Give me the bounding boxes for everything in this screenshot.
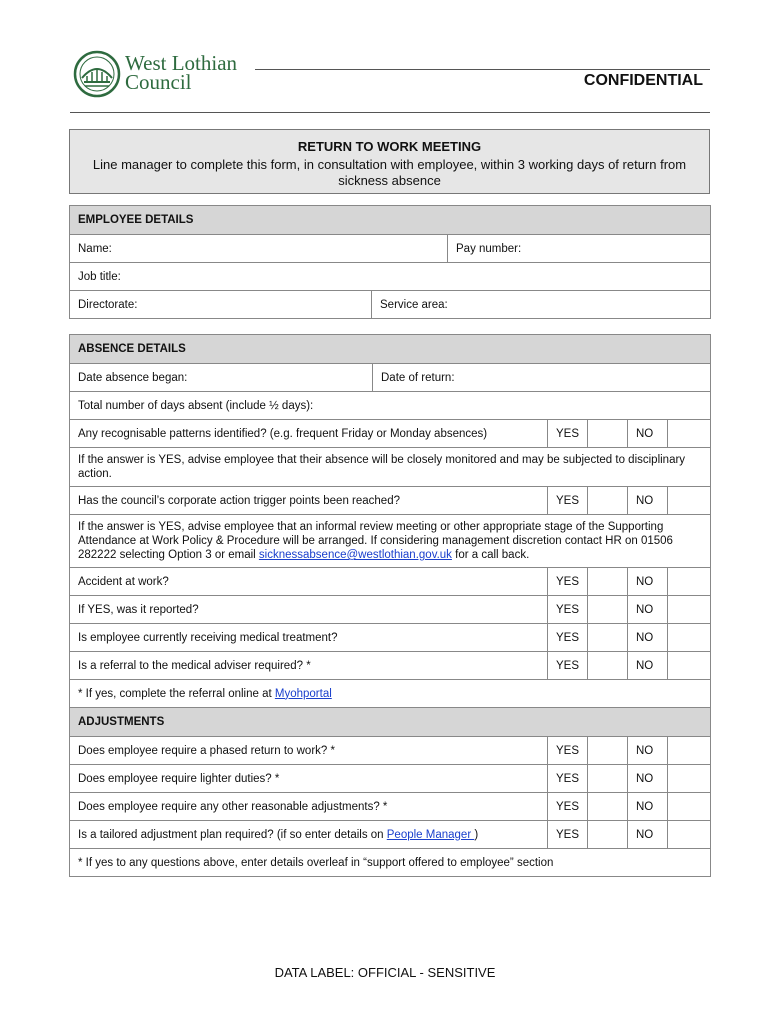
council-logo	[73, 50, 259, 98]
adjustment-plan-end: )	[474, 828, 479, 841]
lighter-yes-box[interactable]	[588, 765, 628, 793]
trigger-question: Has the council’s corporate action trigger points been reached?	[70, 487, 548, 515]
council-emblem-icon	[73, 50, 121, 98]
patterns-no-label: NO	[628, 420, 668, 448]
other-yes-box[interactable]	[588, 793, 628, 821]
trigger-no-label: NO	[628, 487, 668, 515]
accident-question: Accident at work?	[70, 568, 548, 596]
adjustment-plan-text: Is a tailored adjustment plan required? (if so enter details on	[78, 828, 387, 841]
header-divider	[255, 69, 710, 70]
plan-no-box[interactable]	[668, 821, 711, 849]
referral-note-text: * If yes, complete the referral online at	[78, 687, 275, 700]
data-label-footer: DATA LABEL: OFFICIAL - SENSITIVE	[274, 965, 496, 980]
form-subtitle: Line manager to complete this form, in consultation with employee, within 3 working days of return from sickness absence	[92, 157, 687, 188]
accident-no-label: NO	[628, 568, 668, 596]
date-absence-began-field[interactable]: Date absence began:	[70, 364, 373, 392]
accident-yes-box[interactable]	[588, 568, 628, 596]
absence-details-table	[69, 334, 711, 877]
other-no-label: NO	[628, 793, 668, 821]
patterns-question: Any recognisable patterns identified? (e.g. frequent Friday or Monday absences)	[70, 420, 548, 448]
plan-no-label: NO	[628, 821, 668, 849]
plan-yes-box[interactable]	[588, 821, 628, 849]
phased-yes-box[interactable]	[588, 737, 628, 765]
accident-no-box[interactable]	[668, 568, 711, 596]
trigger-yes-box[interactable]	[588, 487, 628, 515]
reported-question: If YES, was it reported?	[70, 596, 548, 624]
reported-no-box[interactable]	[668, 596, 711, 624]
phased-return-question: Does employee require a phased return to work? *	[70, 737, 548, 765]
referral-no-box[interactable]	[668, 652, 711, 680]
trigger-yes-label: YES	[548, 487, 588, 515]
patterns-no-box[interactable]	[668, 420, 711, 448]
adjustments-note: * If yes to any questions above, enter details overleaf in “support offered to employee” section	[70, 849, 711, 877]
phased-no-box[interactable]	[668, 737, 711, 765]
directorate-field[interactable]: Directorate:	[70, 291, 372, 319]
trigger-note	[70, 515, 711, 568]
header-divider-bottom	[70, 112, 710, 113]
reported-yes-label: YES	[548, 596, 588, 624]
trigger-no-box[interactable]	[668, 487, 711, 515]
phased-no-label: NO	[628, 737, 668, 765]
myohportal-link[interactable]: Myohportal	[274, 687, 332, 700]
employee-details-table	[69, 205, 711, 319]
patterns-note: If the answer is YES, advise employee that their absence will be closely monitored and may be subjected to disciplinary action.	[70, 448, 711, 487]
job-title-field[interactable]: Job title:	[70, 263, 711, 291]
plan-yes-label: YES	[548, 821, 588, 849]
absence-details-header: ABSENCE DETAILS	[70, 335, 711, 364]
medical-treatment-question: Is employee currently receiving medical treatment?	[70, 624, 548, 652]
adjustment-plan-question	[70, 821, 548, 849]
trigger-note-end: for a call back.	[451, 549, 530, 561]
service-area-field[interactable]: Service area:	[372, 291, 711, 319]
other-no-box[interactable]	[668, 793, 711, 821]
people-manager-link[interactable]: People Manager	[386, 828, 475, 841]
medical-yes-label: YES	[548, 624, 588, 652]
patterns-yes-label: YES	[548, 420, 588, 448]
name-field[interactable]: Name:	[70, 235, 448, 263]
patterns-yes-box[interactable]	[588, 420, 628, 448]
reported-no-label: NO	[628, 596, 668, 624]
form-title-box	[69, 129, 710, 194]
other-yes-label: YES	[548, 793, 588, 821]
date-of-return-field[interactable]: Date of return:	[373, 364, 711, 392]
form-title: RETURN TO WORK MEETING	[297, 139, 482, 154]
lighter-duties-question: Does employee require lighter duties? *	[70, 765, 548, 793]
lighter-no-label: NO	[628, 765, 668, 793]
accident-yes-label: YES	[548, 568, 588, 596]
referral-question: Is a referral to the medical adviser required? *	[70, 652, 548, 680]
phased-yes-label: YES	[548, 737, 588, 765]
logo-text-line1: West Lothian	[125, 51, 238, 75]
trigger-note-text: If the answer is YES, advise employee that an informal review meeting or other appropriate stage of the Supporting Attendance at Work Policy & Procedure will be arranged. If considering management discretion contact HR on 01506 282222 selecting Option 3 or email	[78, 521, 673, 561]
pay-number-field[interactable]: Pay number:	[448, 235, 711, 263]
other-adjustments-question: Does employee require any other reasonable adjustments? *	[70, 793, 548, 821]
referral-yes-label: YES	[548, 652, 588, 680]
lighter-no-box[interactable]	[668, 765, 711, 793]
sickness-absence-email-link[interactable]: sicknessabsence@westlothian.gov.uk	[258, 549, 452, 561]
total-days-absent-field[interactable]: Total number of days absent (include ½ days):	[70, 392, 711, 420]
employee-details-header: EMPLOYEE DETAILS	[70, 206, 711, 235]
reported-yes-box[interactable]	[588, 596, 628, 624]
confidential-label: CONFIDENTIAL	[583, 72, 703, 89]
medical-yes-box[interactable]	[588, 624, 628, 652]
logo-text-line2: Council	[125, 70, 192, 94]
lighter-yes-label: YES	[548, 765, 588, 793]
medical-no-label: NO	[628, 624, 668, 652]
referral-no-label: NO	[628, 652, 668, 680]
medical-no-box[interactable]	[668, 624, 711, 652]
referral-note	[70, 680, 711, 708]
referral-yes-box[interactable]	[588, 652, 628, 680]
adjustments-header: ADJUSTMENTS	[70, 708, 711, 737]
